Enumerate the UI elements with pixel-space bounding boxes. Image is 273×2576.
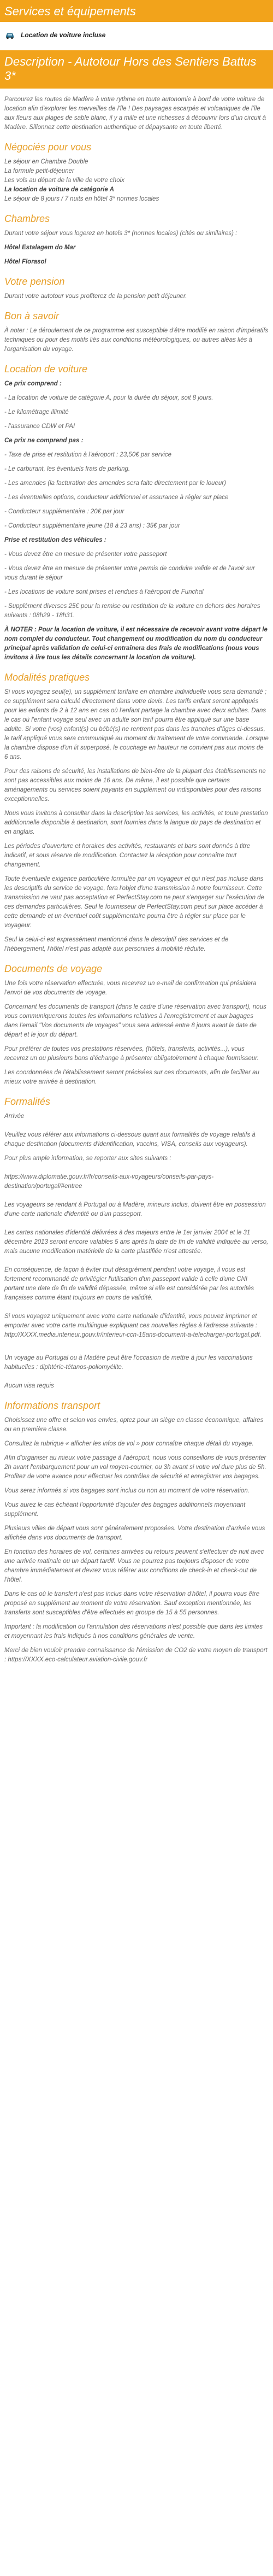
booked-line: Le séjour en Chambre Double bbox=[4, 159, 88, 165]
formalities-heading: Formalités bbox=[4, 1096, 51, 1107]
docs-paragraph: Pour préférer de toutes vos prestations réservées, (hôtels, transferts, activités...), vous recevrez un ou plusieurs bons d'échange à présenter obligatoirement à chaque fournisseur. bbox=[4, 1046, 259, 1062]
hotel-name: Hôtel Florasol bbox=[4, 259, 46, 265]
notes-heading: Bon à savoir bbox=[4, 311, 60, 321]
transport-paragraph: Choisissez une offre et selon vos envies, optez pour un siège en classe économique, affaires ou en première classe. bbox=[4, 1417, 264, 1433]
booked-line: Les vols au départ de la ville de votre choix bbox=[4, 177, 124, 184]
description-banner bbox=[0, 50, 273, 89]
formalities-paragraph: Si vous voyagez uniquement avec votre carte nationale d'identité, vous pouvez imprimer et emporter avec votre carte multilingue expliquant ces nouvelles règles à l'adresse suivante : http://XXXX.media.interieur.gouv.fr/interieur-ccn-15ans-document-a-telecharger-portugal.pdf. bbox=[4, 1313, 262, 1338]
formalities-link[interactable]: https://www.diplomatie.gouv.fr/fr/conseils-aux-voyageurs/conseils-par-pays-destination/portugal/#entree bbox=[4, 1174, 214, 1190]
car-rental-tag bbox=[0, 22, 273, 50]
formalities-paragraph: Veuillez vous référer aux informations ci-dessous quant aux formalités de voyage relatifs à chaque destination (documents d'identification, vaccins, VISA, conseils aux voyageurs). bbox=[4, 1132, 256, 1148]
rooms-heading: Chambres bbox=[4, 213, 50, 224]
booked-line: Le séjour de 8 jours / 7 nuits en hôtel 3* normes locales bbox=[4, 196, 159, 202]
description-intro: Parcourez les routes de Madère à votre rythme en toute autonomie à bord de votre voiture de location afin d'explorer les merveilles de l'île ! Des paysages escarpés et volcaniques de l'île aux fleurs aux plages de sable blanc, il y a mille et une richesses à découvrir lors d'un circuit à Madère. Sillonnez cette destination authentique et dépaysante en toute liberté. bbox=[4, 96, 266, 131]
formalities-paragraph: En conséquence, de façon à éviter tout désagrément pendant votre voyage, il vous est fortement recommandé de privilégier l'utilisation d'un passeport valide à celle d'une CNI portant une date de fin de validité dépassée, même si elle est considérée par les autorités françaises comme étant toujours en cours de validité. bbox=[4, 1267, 254, 1301]
terms-paragraph: Seul la celui-ci est expressément mentionné dans le descriptif des services et de l'hébergement, l'hôtel n'est pas adapté aux personnes à mobilité réduite. bbox=[4, 936, 229, 952]
docs-heading: Documents de voyage bbox=[4, 963, 103, 974]
terms-paragraph: Si vous voyagez seul(e), un supplément tarifaire en chambre individuelle vous sera demandé ; ce supplément sera calculé directement dans votre devis. Les tarifs enfant seront appliqués pour les enfants de 2 à 12 ans en cas où l'enfant partage la chambre avec deux adultes. Dans le cas où l'enfant voyage seul avec un adulte son tarif pourra être appliqué sur une base adulte. Si votre (vos) enfant(s) ou bébé(s) ne rentrent pas dans les tranches d'âges ci-dessus, le tarif appliqué vous sera communiqué au moment du traitement de votre commande. Lorsque la chambre dispose d'un lit superposé, le couchage en hauteur ne convient pas aux moins de 6 ans. bbox=[4, 689, 269, 760]
notes-text: À noter : Le déroulement de ce programme est susceptible d'être modifié en raison d'impératifs techniques ou pour des motifs liés aux conditions météorologiques, ou autres aléas liés à l'organisation du voyage. bbox=[4, 327, 269, 353]
transport-paragraph: Plusieurs villes de départ vous sont généralement proposées. Votre destination d'arrivée vous affichée dans vos documents de transport. bbox=[4, 1525, 265, 1541]
transport-paragraph: Important : la modification ou l'annulation des réservations n'est possible que dans les limites et moyennant les frais indiqués à nos conditions générales de vente. bbox=[4, 1624, 263, 1640]
pension-heading: Votre pension bbox=[4, 276, 65, 287]
transport-paragraph: Consultez la rubrique « afficher les infos de vol » pour connaître chaque détail du voyage. bbox=[4, 1441, 254, 1447]
booked-heading: Négociés pour vous bbox=[4, 142, 92, 153]
transport-paragraph: Vous aurez le cas échéant l'opportunité d'ajouter des bagages additionnels moyennant supplément. bbox=[4, 1502, 246, 1518]
terms-paragraph: Les périodes d'ouverture et horaires des activités, restaurants et bars sont donnés à titre indicatif, et sous réserve de modification. Contactez la réception pour connaître tout changement. bbox=[4, 843, 251, 868]
car-excluded-item: - Les amendes (la facturation des amendes sera faite directement par le loueur) bbox=[4, 480, 226, 487]
car-excluded-item: - Conducteur supplémentaire : 20€ par jour bbox=[4, 508, 124, 515]
car-included-heading: Ce prix comprend : bbox=[4, 380, 62, 387]
services-banner bbox=[0, 0, 273, 22]
hotel-name: Hôtel Estalagem do Mar bbox=[4, 244, 76, 251]
docs-paragraph: Une fois votre réservation effectuée, vous recevrez un e-mail de confirmation qui présidera l'envoi de vos documents de voyage. bbox=[4, 980, 257, 996]
transport-paragraph: Merci de bien vouloir prendre connaissance de l'émission de CO2 de votre moyen de transport : https://XXXX.eco-calculateur.aviation-civile.gouv.fr bbox=[4, 1647, 268, 1663]
car-included-item: - Le kilométrage illimité bbox=[4, 409, 69, 415]
description-title: Description - Autotour Hors des Sentiers Battus 3* bbox=[4, 55, 257, 83]
description-content bbox=[0, 89, 273, 1665]
formalities-paragraph: Pour plus ample information, se reporter aux sites suivants : bbox=[4, 1155, 171, 1162]
pension-text: Durant votre autotour vous profiterez de la pension petit déjeuner. bbox=[4, 293, 187, 300]
terms-heading: Modalités pratiques bbox=[4, 672, 90, 683]
terms-paragraph: Toute éventuelle exigence particulière formulée par un voyageur et qui n'est pas incluse dans les descriptifs du service de voyage, fera l'objet d'une transmission à notre fournisseur. Cette transmission ne vaut pas acceptation et PerfectStay.com ne peut s'engager sur l'exécution de ces demandes particulières. Seul le fournisseur de PerfectStay.com peut sur place accéder à cette demande et un éventuel coût supplémentaire pourra être à régler sur place par le voyageur. bbox=[4, 876, 264, 929]
transport-heading: Informations transport bbox=[4, 1400, 100, 1411]
transport-paragraph: Vous serez informés si vos bagages sont inclus ou non au moment de votre réservation. bbox=[4, 1488, 250, 1494]
terms-paragraph: Nous vous invitons à consulter dans la description les services, les activités, et toute prestation additionnelle disponible à destination, sont fournies dans la langue du pays de destination et en anglais. bbox=[4, 810, 268, 835]
docs-paragraph: Concernant les documents de transport (dans le cadre d'une réservation avec transport), nous vous communiquerons toutes les informations relatives à l'enregistrement et aux bagages dans l'email "Vos documents de voyages" vous sera adressé entre 8 jours avant la date de départ et le jour du départ. bbox=[4, 1004, 266, 1038]
rooms-intro: Durant votre séjour vous logerez en hotels 3* (normes locales) (cités ou similaires) : bbox=[4, 230, 238, 237]
booked-line: La formule petit-déjeuner bbox=[4, 168, 74, 174]
car-excluded-item: - Les éventuelles options, conducteur additionnel et assurance à régler sur place bbox=[4, 494, 229, 501]
formalities-paragraph: Arrivée bbox=[4, 1113, 25, 1120]
car-pickup-item: - Vous devez être en mesure de présenter votre passeport bbox=[4, 551, 167, 558]
formalities-paragraph: Aucun visa requis bbox=[4, 1383, 54, 1389]
formalities-paragraph: Un voyage au Portugal ou à Madère peut être l'occasion de mettre à jour les vaccinations habituelles : diphtérie-tétanos-poliomyélite. bbox=[4, 1355, 253, 1371]
car-heading: Location de voiture bbox=[4, 364, 88, 374]
car-warning: À NOTER : Pour la location de voiture, il est nécessaire de recevoir avant votre départ le nom complet du conducteur. Tout changement ou modification du nom du conducteur principal après validation de celui-ci entraînera des frais de modifications (nous vous invitons à lire tous les détails concernant la location de voiture). bbox=[4, 627, 268, 661]
terms-paragraph: Pour des raisons de sécurité, les installations de bien-être de la plupart des établissements ne sont pas accessibles aux moins de 16 ans. De même, il est possible que certains aménagements ou services soient payants en supplément ou indisponibles pour des raisons exceptionnelles. bbox=[4, 768, 266, 803]
car-rental-label: Location de voiture incluse bbox=[21, 31, 106, 39]
car-pickup-heading: Prise et restitution des véhicules : bbox=[4, 537, 106, 543]
car-pickup-item: - Vous devez être en mesure de présenter votre permis de conduire valide et de l'avoir sur vous durant le séjour bbox=[4, 565, 255, 581]
transport-paragraph: En fonction des horaires de vol, certaines arrivées ou retours peuvent s'effectuer de nuit avec une arrivée matinale ou un départ tardif. Vous ne pourrez pas toujours disposer de votre chambre immédiatement et devrez vous référer aux conditions de check-in et check-out de l'hôtel. bbox=[4, 1549, 264, 1583]
services-title: Services et équipements bbox=[4, 4, 136, 18]
car-excluded-item: - Taxe de prise et restitution à l'aéroport : 23,50€ par service bbox=[4, 452, 172, 458]
car-included-item: - La location de voiture de catégorie A, pour la durée du séjour, soit 8 jours. bbox=[4, 395, 213, 401]
car-pickup-item: - Les locations de voiture sont prises et rendues à l'aéroport de Funchal bbox=[4, 589, 204, 595]
docs-paragraph: Les coordonnées de l'établissement seront précisées sur ces documents, afin de faciliter au mieux votre arrivée à destination. bbox=[4, 1069, 259, 1085]
car-excluded-item: - Le carburant, les éventuels frais de parking. bbox=[4, 466, 130, 472]
car-icon bbox=[4, 30, 15, 40]
transport-paragraph: Afin d'organiser au mieux votre passage à l'aéroport, nous vous conseillons de vous présenter 2h avant l'embarquement pour un vol moyen-courrier, ou 3h avant si votre vol dure plus de 5h. Profitez de votre avance pour effectuer les contrôles de sécurité et enregistrer vos bagages. bbox=[4, 1455, 266, 1480]
car-excluded-item: - Conducteur supplémentaire jeune (18 à 23 ans) : 35€ par jour bbox=[4, 523, 180, 529]
car-included-item: - l'assurance CDW et PAI bbox=[4, 423, 75, 430]
booked-line: La location de voiture de catégorie A bbox=[4, 186, 114, 193]
car-pickup-item: - Supplément diverses 25€ pour la remise ou restitution de la voiture en dehors des horaires suivants : 08h29 - 18h31. bbox=[4, 603, 260, 619]
transport-paragraph: Dans le cas où le transfert n'est pas inclus dans votre réservation d'hôtel, il pourra vous être proposé en supplément au moment de votre réservation. Sauf exception mentionnée, les transferts sont susceptibles d'être effectués en groupe de 15 à 55 personnes. bbox=[4, 1591, 260, 1616]
formalities-paragraph: Les voyageurs se rendant à Portugal ou à Madère, mineurs inclus, doivent être en possession d'une carte nationale d'identité ou d'un passeport. bbox=[4, 1202, 266, 1217]
formalities-paragraph: Les cartes nationales d'identité délivrées à des majeurs entre le 1er janvier 2004 et le 31 décembre 2013 seront encore valables 5 ans après la date de fin de validité indiquée au verso, mais aucune modification matérielle de la carte plastifiée n'est attestée. bbox=[4, 1230, 269, 1255]
car-excluded-heading: Ce prix ne comprend pas : bbox=[4, 437, 84, 444]
